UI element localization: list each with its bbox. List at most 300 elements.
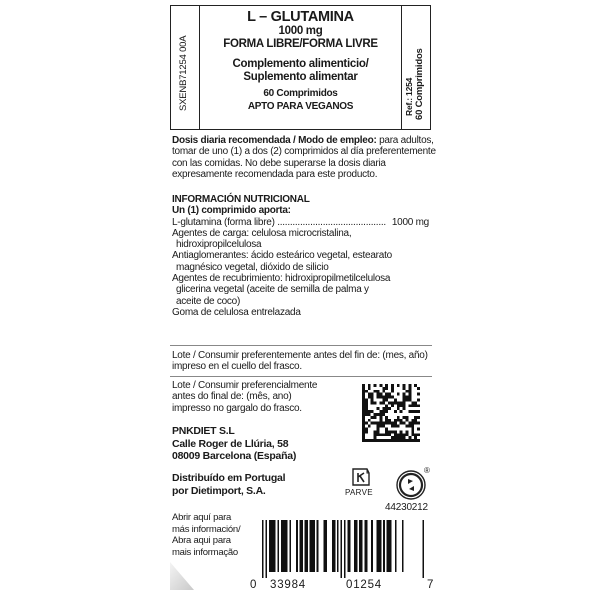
datamatrix-module	[365, 390, 368, 393]
datamatrix-module	[371, 393, 374, 396]
datamatrix-module	[388, 401, 391, 404]
open-here-note	[172, 512, 240, 558]
ingredient-line: Agentes de recubrimiento: hidroxipropilmetilcelulosa	[172, 273, 391, 285]
datamatrix-module	[362, 433, 365, 436]
datamatrix-module	[414, 410, 417, 413]
datamatrix-module	[417, 410, 420, 413]
barcode-bar	[356, 520, 358, 572]
datamatrix-module	[377, 425, 380, 428]
datamatrix-module	[408, 393, 411, 396]
barcode-bar	[349, 520, 351, 572]
datamatrix-module	[374, 384, 377, 387]
datamatrix-module	[406, 419, 409, 422]
ean13-barcode	[262, 520, 424, 578]
ingredient-line: magnésico vegetal, dióxido de silicio	[176, 261, 329, 273]
datamatrix-module	[382, 407, 385, 410]
datamatrix-module	[406, 439, 409, 442]
barcode-bar	[305, 520, 307, 572]
datamatrix-module	[362, 413, 365, 416]
datamatrix-module	[379, 416, 382, 419]
datamatrix-module	[382, 413, 385, 416]
datamatrix-module	[379, 433, 382, 436]
datamatrix-module	[406, 425, 409, 428]
datamatrix-module	[362, 419, 365, 422]
datamatrix-module	[382, 425, 385, 428]
ingredient-value: 1000 mg	[391, 216, 429, 228]
datamatrix-module	[391, 436, 394, 439]
barcode-bar	[340, 520, 342, 578]
datamatrix-module	[397, 433, 400, 436]
dosage-text-2: tomar de uno (1) a dos (2) comprimidos al día preferentemente	[172, 146, 436, 158]
product-header-box	[170, 5, 431, 130]
divider	[170, 345, 432, 346]
datamatrix-module	[406, 433, 409, 436]
barcode-bar	[272, 520, 274, 572]
barcode-bar	[313, 520, 315, 572]
lot-info-pt	[172, 380, 317, 414]
datamatrix-module	[362, 422, 365, 425]
datamatrix-module	[417, 439, 420, 442]
datamatrix-module	[406, 390, 409, 393]
datamatrix-module	[411, 404, 414, 407]
datamatrix-module	[385, 430, 388, 433]
dosage-text-4: expresamente recomendada para este producto.	[172, 168, 378, 180]
barcode-bar	[390, 520, 392, 572]
datamatrix-module	[382, 387, 385, 390]
datamatrix-module	[408, 439, 411, 442]
datamatrix-module	[377, 430, 380, 433]
datamatrix-module	[417, 433, 420, 436]
datamatrix-module	[403, 387, 406, 390]
company-city: 08009 Barcelona (España)	[172, 450, 297, 462]
distributor-line: por Dietimport, S.A.	[172, 484, 266, 497]
datamatrix-module	[391, 439, 394, 442]
datamatrix-module	[394, 430, 397, 433]
datamatrix-module	[394, 410, 397, 413]
datamatrix-module	[365, 413, 368, 416]
barcode-bar	[281, 520, 283, 572]
datamatrix-module	[417, 422, 420, 425]
datamatrix-code	[362, 384, 420, 442]
datamatrix-module	[362, 410, 365, 413]
barcode-digits-left: 33984	[270, 579, 306, 591]
datamatrix-module	[400, 439, 403, 442]
datamatrix-module	[417, 428, 420, 431]
datamatrix-module	[377, 439, 380, 442]
datamatrix-module	[406, 430, 409, 433]
datamatrix-module	[362, 436, 365, 439]
datamatrix-module	[408, 399, 411, 402]
datamatrix-module	[397, 401, 400, 404]
open-note-line: Abra aqui para	[172, 535, 231, 546]
datamatrix-module	[365, 439, 368, 442]
barcode-bar	[422, 520, 424, 578]
ingredient-line: Agentes de carga: celulosa microcristalina,	[172, 227, 352, 239]
open-note-line: mais informação	[172, 546, 238, 558]
datamatrix-module	[400, 401, 403, 404]
datamatrix-module	[379, 425, 382, 428]
barcode-bar	[388, 520, 390, 572]
barcode-bar	[323, 520, 325, 572]
datamatrix-module	[374, 436, 377, 439]
datamatrix-module	[379, 422, 382, 425]
datamatrix-module	[385, 393, 388, 396]
barcode-bar	[310, 520, 312, 572]
datamatrix-module	[365, 410, 368, 413]
green-dot-recycling-icon	[396, 470, 426, 500]
barcode-bar	[289, 520, 291, 572]
datamatrix-module	[385, 428, 388, 431]
barcode-bar	[296, 520, 298, 572]
ref-count: 60 Comprimidos	[414, 48, 425, 120]
barcode-bar	[361, 520, 363, 572]
datamatrix-module	[403, 393, 406, 396]
datamatrix-module	[400, 404, 403, 407]
ingredient-name: L-glutamina (forma libre) ...........................................	[172, 216, 386, 228]
nutrition-subheading: Un (1) comprimido aporta:	[172, 205, 291, 217]
datamatrix-module	[403, 407, 406, 410]
ingredient-row	[172, 217, 429, 228]
barcode-bar	[347, 520, 349, 572]
datamatrix-module	[385, 387, 388, 390]
datamatrix-module	[379, 384, 382, 387]
datamatrix-module	[385, 384, 388, 387]
datamatrix-module	[397, 384, 400, 387]
datamatrix-module	[362, 401, 365, 404]
peel-corner-tab[interactable]	[170, 562, 194, 590]
datamatrix-module	[397, 416, 400, 419]
dosage-text-1: para adultos,	[376, 135, 434, 146]
datamatrix-module	[362, 399, 365, 402]
barcode-bar	[371, 520, 373, 572]
datamatrix-module	[411, 425, 414, 428]
datamatrix-module	[403, 436, 406, 439]
datamatrix-module	[414, 439, 417, 442]
product-code: 44230212	[385, 502, 428, 513]
datamatrix-module	[400, 433, 403, 436]
datamatrix-module	[371, 422, 374, 425]
datamatrix-module	[368, 413, 371, 416]
lot-code-column	[171, 6, 200, 129]
datamatrix-module	[371, 396, 374, 399]
datamatrix-module	[371, 410, 374, 413]
dosage-heading: Dosis diaria recomendada / Modo de empleo:	[172, 135, 377, 146]
datamatrix-module	[382, 401, 385, 404]
datamatrix-module	[385, 422, 388, 425]
datamatrix-module	[411, 401, 414, 404]
datamatrix-module	[377, 433, 380, 436]
datamatrix-module	[417, 399, 420, 402]
datamatrix-module	[377, 396, 380, 399]
ingredient-line: Goma de celulosa entrelazada	[172, 306, 301, 318]
dosage-text-3: con las comidas. No debe superarse la dosis diaria	[172, 157, 386, 169]
company-street: Calle Roger de Llúria, 58	[172, 437, 289, 450]
datamatrix-module	[365, 399, 368, 402]
lot-pt-line: antes do final de: (mês, ano)	[172, 391, 292, 403]
datamatrix-module	[362, 430, 365, 433]
datamatrix-module	[385, 439, 388, 442]
datamatrix-module	[388, 439, 391, 442]
datamatrix-module	[391, 422, 394, 425]
barcode-bar	[306, 520, 308, 572]
datamatrix-module	[362, 396, 365, 399]
datamatrix-module	[391, 425, 394, 428]
datamatrix-module	[362, 428, 365, 431]
barcode-bar	[300, 520, 302, 572]
datamatrix-module	[411, 430, 414, 433]
datamatrix-module	[391, 396, 394, 399]
datamatrix-module	[394, 433, 397, 436]
datamatrix-module	[414, 404, 417, 407]
barcode-bar	[378, 520, 380, 572]
datamatrix-module	[411, 422, 414, 425]
datamatrix-module	[411, 419, 414, 422]
datamatrix-module	[365, 428, 368, 431]
datamatrix-module	[368, 439, 371, 442]
parve-label: PARVE	[345, 488, 373, 497]
datamatrix-module	[379, 439, 382, 442]
datamatrix-module	[406, 396, 409, 399]
barcode-bar	[383, 520, 385, 572]
datamatrix-module	[379, 410, 382, 413]
datamatrix-module	[385, 399, 388, 402]
supplement-label-es: Complemento alimenticio/	[232, 58, 369, 70]
barcode-bar	[325, 520, 327, 572]
datamatrix-module	[371, 401, 374, 404]
datamatrix-module	[411, 428, 414, 431]
nutrition-heading: INFORMACIÓN NUTRICIONAL	[172, 194, 310, 205]
barcode-bar	[301, 520, 303, 572]
supplement-label-pt: Suplemento alimentar	[243, 71, 358, 83]
lot-pt-line: Lote / Consumir preferencialmente	[172, 380, 318, 391]
datamatrix-module	[400, 410, 403, 413]
datamatrix-module	[403, 404, 406, 407]
datamatrix-module	[411, 433, 414, 436]
ref-number: Ref.: 1254	[404, 77, 414, 116]
datamatrix-module	[368, 425, 371, 428]
datamatrix-module	[374, 422, 377, 425]
datamatrix-module	[362, 384, 365, 387]
datamatrix-module	[411, 439, 414, 442]
datamatrix-module	[403, 433, 406, 436]
datamatrix-module	[397, 393, 400, 396]
datamatrix-module	[406, 399, 409, 402]
datamatrix-module	[403, 439, 406, 442]
datamatrix-module	[406, 416, 409, 419]
datamatrix-module	[403, 384, 406, 387]
ingredient-line: Antiaglomerantes: ácido esteárico vegetal, estearato	[172, 250, 392, 262]
datamatrix-module	[408, 396, 411, 399]
barcode-bar	[344, 520, 346, 578]
datamatrix-module	[414, 422, 417, 425]
ingredient-line: aceite de coco)	[176, 295, 241, 307]
datamatrix-module	[394, 436, 397, 439]
datamatrix-module	[374, 401, 377, 404]
datamatrix-module	[388, 433, 391, 436]
datamatrix-module	[371, 399, 374, 402]
datamatrix-module	[408, 390, 411, 393]
datamatrix-module	[417, 416, 420, 419]
barcode-digits-right: 01254	[346, 579, 382, 591]
lot-code: SXENB71254 00A	[178, 35, 189, 111]
datamatrix-module	[379, 413, 382, 416]
datamatrix-module	[394, 419, 397, 422]
open-note-line: más información/	[172, 523, 241, 535]
datamatrix-module	[362, 387, 365, 390]
open-note-line: Abrir aquí para	[172, 512, 232, 523]
barcode-bar	[284, 520, 286, 572]
datamatrix-module	[394, 425, 397, 428]
datamatrix-module	[408, 436, 411, 439]
divider	[170, 376, 432, 377]
datamatrix-module	[414, 436, 417, 439]
barcode-bar	[366, 520, 368, 572]
datamatrix-module	[388, 407, 391, 410]
barcode-bar	[332, 520, 334, 572]
datamatrix-module	[377, 428, 380, 431]
datamatrix-module	[365, 404, 368, 407]
datamatrix-module	[397, 419, 400, 422]
datamatrix-module	[385, 416, 388, 419]
barcode-bar	[286, 520, 288, 572]
datamatrix-module	[362, 390, 365, 393]
datamatrix-module	[417, 404, 420, 407]
datamatrix-module	[397, 439, 400, 442]
datamatrix-module	[417, 393, 420, 396]
datamatrix-module	[394, 422, 397, 425]
datamatrix-module	[371, 416, 374, 419]
datamatrix-module	[408, 387, 411, 390]
datamatrix-module	[379, 396, 382, 399]
datamatrix-module	[385, 433, 388, 436]
datamatrix-module	[368, 410, 371, 413]
datamatrix-module	[362, 439, 365, 442]
datamatrix-module	[379, 419, 382, 422]
barcode-bar	[380, 520, 382, 572]
datamatrix-module	[382, 422, 385, 425]
datamatrix-module	[391, 430, 394, 433]
barcode-bar	[271, 520, 273, 572]
datamatrix-module	[365, 401, 368, 404]
company-name: PNKDIET S.L	[172, 425, 235, 437]
product-dose: 1000 mg	[278, 25, 323, 37]
datamatrix-module	[374, 433, 377, 436]
barcode-bar	[354, 520, 356, 572]
datamatrix-module	[388, 430, 391, 433]
datamatrix-module	[391, 384, 394, 387]
datamatrix-module	[382, 399, 385, 402]
product-name: L – GLUTAMINA	[247, 9, 354, 25]
barcode-bar	[359, 520, 361, 572]
barcode-bar	[386, 520, 388, 572]
datamatrix-module	[388, 393, 391, 396]
datamatrix-module	[408, 404, 411, 407]
datamatrix-module	[385, 396, 388, 399]
distributor-info	[172, 472, 285, 497]
registered-mark: ®	[424, 466, 430, 475]
datamatrix-module	[400, 430, 403, 433]
datamatrix-module	[400, 419, 403, 422]
datamatrix-module	[400, 436, 403, 439]
barcode-bar	[269, 520, 271, 572]
datamatrix-module	[368, 387, 371, 390]
datamatrix-module	[391, 390, 394, 393]
datamatrix-module	[374, 430, 377, 433]
barcode-bar	[311, 520, 313, 572]
datamatrix-module	[377, 393, 380, 396]
dosage-instructions	[172, 135, 436, 180]
barcode-bar	[402, 520, 404, 572]
datamatrix-module	[385, 410, 388, 413]
barcode-bar	[337, 520, 339, 572]
datamatrix-module	[368, 396, 371, 399]
datamatrix-module	[377, 422, 380, 425]
datamatrix-module	[414, 401, 417, 404]
datamatrix-module	[365, 407, 368, 410]
lot-info-es	[172, 350, 428, 373]
barcode-bar	[262, 520, 264, 578]
lot-es-line: impreso en el cuello del frasco.	[172, 361, 302, 373]
datamatrix-module	[408, 425, 411, 428]
datamatrix-module	[394, 399, 397, 402]
datamatrix-module	[394, 401, 397, 404]
datamatrix-module	[411, 410, 414, 413]
lot-pt-line: impresso no gargalo do frasco.	[172, 402, 302, 414]
datamatrix-module	[403, 422, 406, 425]
datamatrix-module	[408, 384, 411, 387]
datamatrix-module	[391, 401, 394, 404]
datamatrix-module	[397, 436, 400, 439]
datamatrix-module	[388, 422, 391, 425]
datamatrix-module	[391, 387, 394, 390]
datamatrix-module	[400, 422, 403, 425]
datamatrix-module	[368, 384, 371, 387]
barcode-bar	[274, 520, 276, 572]
product-title-area	[199, 6, 402, 113]
datamatrix-module	[403, 396, 406, 399]
datamatrix-module	[362, 404, 365, 407]
datamatrix-module	[408, 410, 411, 413]
datamatrix-module	[403, 401, 406, 404]
datamatrix-module	[365, 430, 368, 433]
datamatrix-module	[391, 404, 394, 407]
datamatrix-module	[397, 407, 400, 410]
datamatrix-module	[385, 404, 388, 407]
barcode-digit-last: 7	[427, 579, 435, 591]
datamatrix-module	[397, 404, 400, 407]
datamatrix-module	[388, 419, 391, 422]
datamatrix-module	[362, 393, 365, 396]
datamatrix-module	[362, 425, 365, 428]
barcode-bar	[265, 520, 267, 578]
datamatrix-module	[382, 433, 385, 436]
datamatrix-module	[377, 407, 380, 410]
datamatrix-module	[368, 393, 371, 396]
datamatrix-module	[374, 439, 377, 442]
datamatrix-module	[397, 425, 400, 428]
datamatrix-module	[414, 416, 417, 419]
datamatrix-module	[403, 399, 406, 402]
datamatrix-module	[408, 422, 411, 425]
barcode-bar	[395, 520, 397, 572]
manufacturer-address	[172, 425, 296, 463]
ingredient-line: hidroxipropilcelulosa	[176, 239, 262, 251]
nutrition-info	[172, 194, 429, 318]
datamatrix-module	[394, 439, 397, 442]
datamatrix-module	[382, 396, 385, 399]
datamatrix-module	[374, 416, 377, 419]
barcode-bar	[334, 520, 336, 572]
